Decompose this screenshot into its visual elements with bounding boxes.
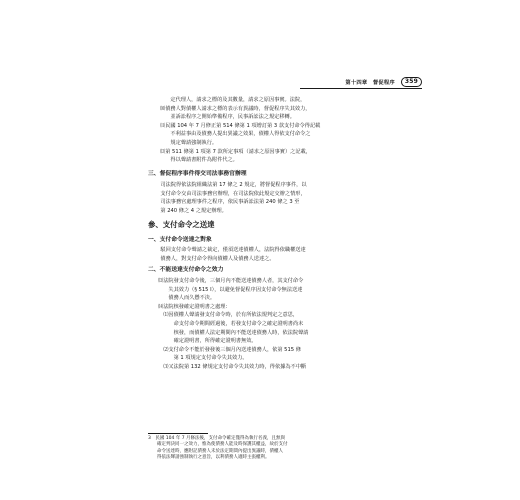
text-line: 失其效力（§ 515 Ⅰ），以避免督促程序因支付命令無法送達 — [158, 286, 303, 293]
section-heading: 二、不能送達支付命令之效力 — [148, 267, 224, 273]
text-line: 支付命令交由司法事務官辦理，在司法院依此規定交辦之情形， — [150, 190, 306, 197]
text-line: ⑴因債權人聲請發支付命令時，於有所依法規判定之意思， — [158, 312, 299, 319]
running-header — [302, 76, 422, 88]
text-line: 司法院得依法院組織法第 17 條之 2 規定，將督促程序事件，以 — [150, 182, 307, 188]
chapter-title: 第十四章 督促程序 — [345, 80, 395, 86]
text-line: ⑶又法院第 132 條規定支付命令失其效力時，得依據為不中斷 — [158, 363, 307, 370]
footnote-line: 命令送達時，應附記債務人未於法定期間內提出異議時，債權人 — [148, 448, 283, 454]
section-heading: 一、支付命令送達之對象 — [148, 237, 212, 243]
text-line: 並訴訟程序之開始準備程序，民事訴訟法之規定移轉。 — [160, 114, 295, 121]
text-line: ⒁法院核發確定證明書之處理： — [158, 303, 231, 310]
text-line: ⑵支付命令不能於發發後三個月內送達債務人，依第 515 條 — [158, 346, 301, 353]
chapter-section-heading: 參、支付命令之送達 — [148, 220, 215, 229]
text-line: 定代理人，請求之標的及其數量，請求之原因事實。法院， — [160, 97, 306, 103]
footnote-line: 確定判決同一之效力，惟為使債務人能及時保護其權益，故於支付 — [148, 442, 288, 448]
header-rule — [300, 88, 422, 89]
text-line: ⒀法院發支付命令後，三個月內不能送達債務人者，其支付命令 — [158, 278, 304, 284]
text-line: 債務人而久懸不決。 — [158, 295, 216, 302]
section-heading: 三、督促程序事件得交司法事務官辦理 — [148, 171, 247, 177]
text-line: 命支付命令期間經過後，若發支付命令之確定證明書尚未 — [158, 320, 304, 327]
text-line: ⑾民國 104 年 7 月修正第 514 條第 1 項增訂第 3 款支付命令得記載 — [160, 122, 321, 129]
text-line: 債務人，對支付命令得向債權人及債務人送達之。 — [150, 255, 275, 262]
footnote-rule — [148, 433, 208, 434]
text-line: ⑿第 511 條第 1 項第 7 款所定事項（請求之原因事實）之記載， — [160, 148, 311, 155]
list-items — [158, 277, 308, 372]
footnote-line: 3 民國 104 年 7 月修法後，支付命令確定僅得為執行名義，且無與 — [148, 436, 286, 441]
text-line: 司法事務官處理事件之程序，依民事訴訟法第 240 條之 3 至 — [150, 199, 300, 206]
text-line: 駁回支付命令聲請之裁定，僅須送達債權人，法院得依職權送達 — [150, 247, 306, 253]
page-number: 359 — [401, 77, 422, 87]
text-line: ⑽債務人對債權人請求之標的表示有異議時，督促程序失其效力， — [160, 105, 311, 112]
paragraph — [150, 181, 307, 215]
text-line: 第 1 項規定支付命令失其效力。 — [158, 355, 248, 362]
text-line: 規定聲請強制執行。 — [160, 139, 218, 146]
text-line: 不利益事由及債務人提出異議之效果，債權人得依支付命令之 — [160, 131, 311, 138]
text-line: 核發，而債權人法定期間內不能送達債務人時，依法院聲請 — [158, 329, 309, 336]
text-line: 得以聲請書附件為附件代之。 — [160, 157, 238, 164]
text-line: 確定證明書，所得確定證明書無效。 — [158, 338, 257, 345]
list-items-10-12 — [160, 96, 320, 165]
paragraph — [150, 246, 306, 263]
text-line: 第 240 條之 4 之規定辦理。 — [150, 207, 227, 214]
footnote — [148, 436, 288, 462]
footnote-line: 得依法聲請強制執行之意旨，以利債務人適時主張權利。 — [148, 455, 270, 461]
